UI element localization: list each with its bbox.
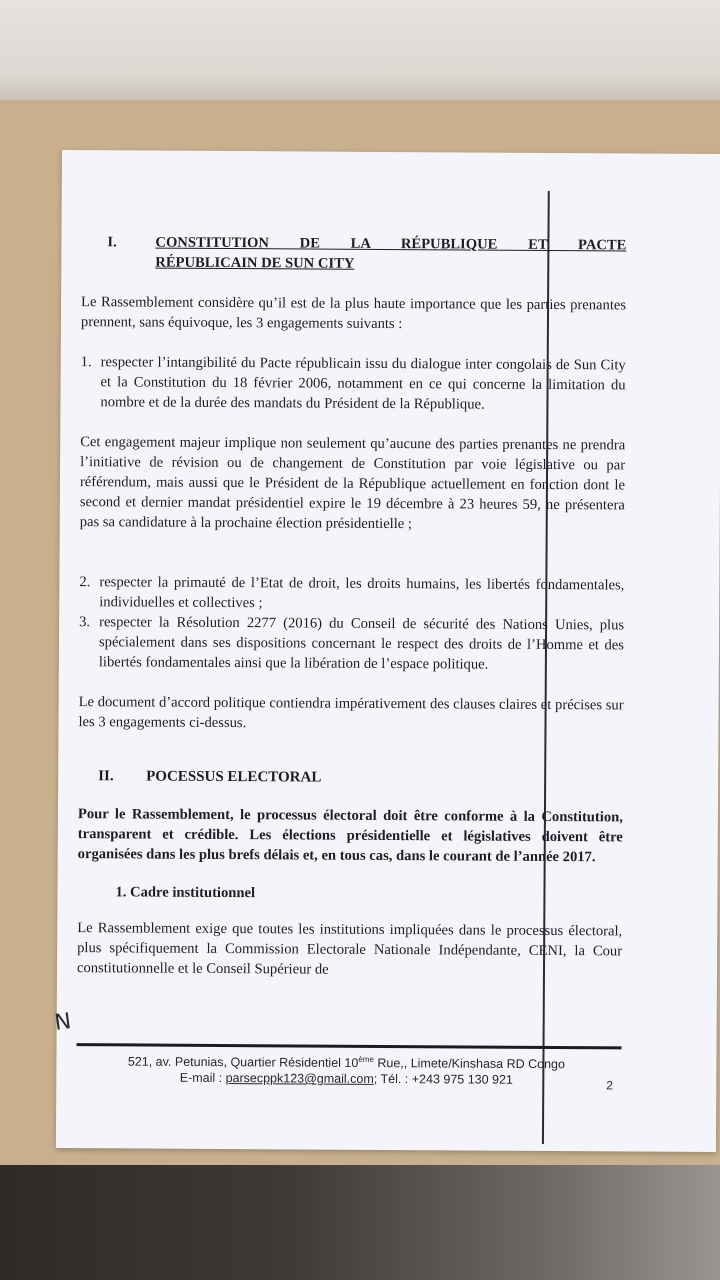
section-2-number: II. [98, 768, 114, 785]
section-2-title: POCESSUS ELECTORAL [146, 768, 322, 786]
subsection-heading: 1. Cadre institutionnel [115, 884, 256, 902]
list-item-number: 1. [80, 354, 92, 371]
section-1-heading-cont [107, 252, 626, 275]
background-floor [0, 1165, 720, 1280]
section-1-title-line1: CONSTITUTION DE LA RÉPUBLIQUE ET PACTE [155, 234, 627, 254]
handwritten-initials: N [53, 1009, 73, 1037]
list-item-text: respecter la primauté de l’Etat de droit, les droits humains, les libertés fondamentales, individuelles et collectives ; [99, 574, 625, 612]
section-1-intro: Le Rassemblement considère qu’il est de la plus haute importance que les parties prenantes prennent, sans équivoque, les 3 engagements suivants : [80, 294, 627, 333]
list-item [79, 612, 624, 675]
document-body [77, 232, 627, 981]
footer-email-link[interactable]: parsecppk123@gmail.com [225, 1071, 374, 1087]
document-page [53, 150, 720, 1152]
list-item [80, 352, 625, 415]
section-1-title-line2: RÉPUBLICAIN DE SUN CITY [155, 254, 355, 272]
footer-rule [77, 1043, 622, 1049]
section-1-number: I. [107, 234, 117, 251]
engagement-paragraph: Cet engagement majeur implique non seulement qu’aucune des parties prenantes ne prendra l’initiative de révision ou de changement de Constitution par voie législative ou par référendum, mais aussi que le Président de la République actuellement en fonction dont le second et dernier mandat présidentiel expire le 19 décembre à 23 heures 59, ne présentera pas sa candidature à la prochaine élection présidentielle ; [79, 434, 626, 533]
subsection-paragraph: Le Rassemblement exige que toutes les institutions impliquées dans le processus électoral, plus spécifiquement la Commission Electorale Nationale Indépendante, CENI, la Cour constitutionnelle et le Conseil Supérieur de [76, 920, 623, 978]
footer [126, 1050, 566, 1088]
list-item-text: respecter la Résolution 2277 (2016) du Conseil de sécurité des Nations Unies, plus spécialement dans ses dispositions concernant le respect des droits de l’Homme et des libertés fondamentales ainsi que la libération de l’espace politique. [98, 614, 625, 673]
list-item-number: 3. [79, 614, 91, 631]
closing-paragraph: Le document d’accord politique contiendra impérativement des clauses claires et précises sur les 3 engagements ci-dessus. [78, 694, 624, 732]
list-item-number: 2. [79, 574, 91, 591]
list-item-text: respecter l’intangibilité du Pacte républicain issu du dialogue inter congolais de Sun City et la Constitution du 18 février 2006, notamment en ce qui concerne la limitation du nombre et de la durée des mandats du Président de la République. [100, 354, 626, 413]
engagement-list-b [79, 572, 625, 675]
footer-contact: E-mail : parsecppk123@gmail.com; Tél. : +243 975 130 921 [179, 1070, 513, 1087]
page-number: 2 [606, 1078, 614, 1093]
footer-address: 521, av. Petunias, Quartier Résidentiel 10ème Rue,, Limete/Kinshasa RD Congo [127, 1054, 566, 1072]
engagement-list-a [80, 352, 625, 415]
list-item [79, 572, 624, 615]
background-wall [0, 0, 720, 105]
section-2-bold-paragraph: Pour le Rassemblement, le processus électoral doit être conforme à la Constitution, transparent et crédible. Les élections présidentielle et législatives doivent être organisées dans les plus brefs délais et, en tous cas, dans le courant de l’année 2017. [77, 806, 623, 866]
section-2-heading [98, 766, 623, 789]
